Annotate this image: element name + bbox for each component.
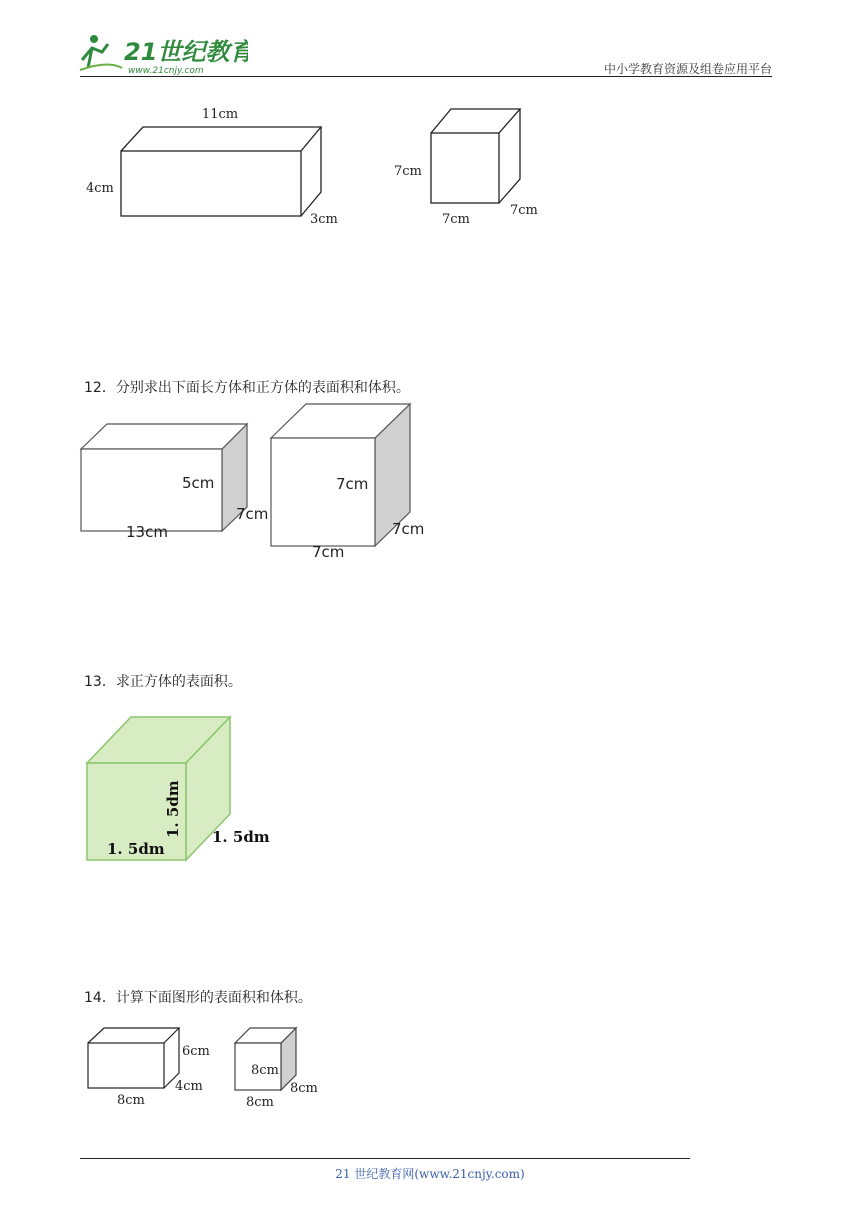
cuboid-figure — [121, 127, 321, 216]
footer-divider — [80, 1158, 690, 1159]
cuboid-figure — [88, 1028, 179, 1088]
cube-edge-label: 7cm — [442, 212, 470, 227]
cuboid-height-label: 4cm — [86, 181, 114, 196]
cuboid-length-label: 11cm — [201, 107, 239, 122]
figure-q12 — [78, 400, 438, 565]
cube-depth-label: 7cm — [392, 520, 425, 538]
cube-depth-label: 8cm — [290, 1081, 318, 1096]
cuboid-width-label: 7cm — [236, 505, 269, 523]
cuboid-height-label: 6cm — [182, 1044, 210, 1059]
cuboid-length-label: 8cm — [117, 1093, 145, 1108]
logo-text: 21世纪教育 — [124, 38, 248, 66]
cube-figure — [235, 1028, 296, 1090]
figure-q13 — [80, 710, 280, 870]
green-cube-figure — [87, 717, 230, 860]
cube-height-label: 7cm — [336, 475, 369, 493]
cube-edge-label: 1. 5dm — [107, 840, 165, 858]
figure-q14 — [84, 1020, 334, 1115]
question-13-text: 13．求正方体的表面积。 — [84, 674, 242, 690]
cube-height-label: 7cm — [394, 164, 422, 179]
site-logo — [78, 30, 248, 76]
cuboid-width-label: 4cm — [175, 1079, 203, 1094]
cuboid-width-label: 3cm — [310, 212, 338, 227]
question-12-text: 12．分别求出下面长方体和正方体的表面积和体积。 — [84, 380, 410, 396]
runner-icon — [80, 35, 122, 70]
cuboid-length-label: 13cm — [126, 523, 168, 541]
cuboid-height-label: 5cm — [182, 474, 215, 492]
header-platform-text: 中小学教育资源及组卷应用平台 — [603, 62, 772, 76]
cube-height-label: 1. 5dm — [164, 780, 182, 838]
cube-figure — [431, 109, 520, 203]
logo-url: www.21cnjy.com — [128, 66, 204, 76]
cube-depth-label: 7cm — [510, 203, 538, 218]
figure-q11 — [80, 100, 560, 230]
footer-site-link[interactable]: 21 世纪教育网(www.21cnjy.com) — [335, 1167, 525, 1181]
cube-edge-label: 8cm — [246, 1095, 274, 1110]
cube-depth-label: 1. 5dm — [212, 828, 270, 846]
cuboid-figure — [81, 424, 247, 531]
question-14-text: 14．计算下面图形的表面积和体积。 — [84, 990, 312, 1006]
cube-edge-label: 7cm — [312, 543, 345, 561]
header-divider — [80, 76, 772, 77]
cube-height-label: 8cm — [251, 1063, 279, 1078]
